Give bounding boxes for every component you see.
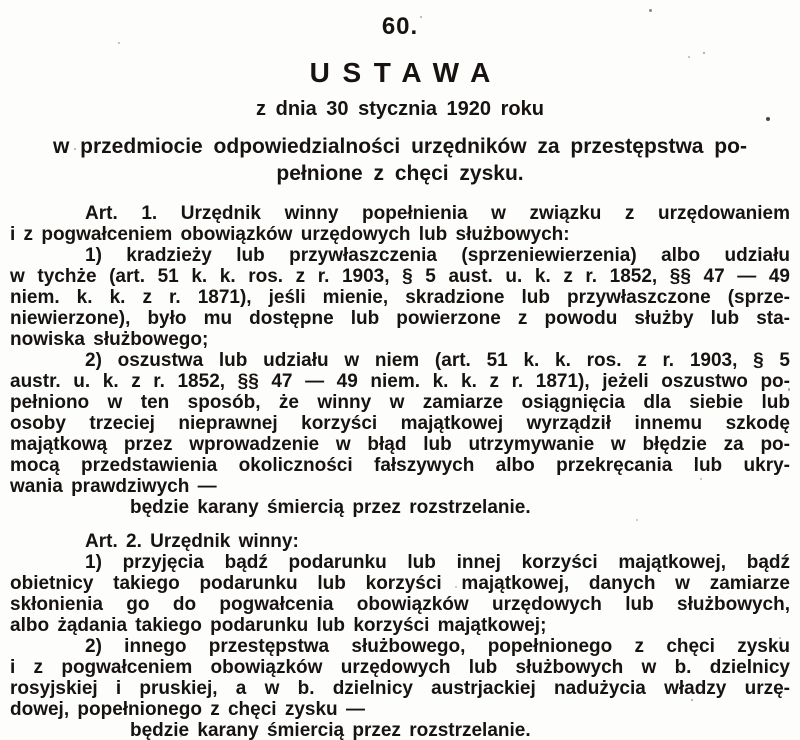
body-line-item1: 1) kradzieży lub przywłaszczenia (sprzeniewierzenia) albo udziału [85, 245, 790, 266]
body-line-art2-head: Art. 2. Urzędnik winny: [85, 531, 299, 552]
scan-speckle [688, 56, 690, 58]
scan-speckle [636, 519, 638, 521]
body-line: i z pogwałceniem obowiązków urzędowych lub służbowych w b. dzielnicy [10, 657, 790, 678]
scan-speckle [691, 699, 693, 701]
sanction-line-art2: będzie karany śmiercią przez rozstrzelanie. [130, 720, 531, 740]
body-line: skłonienia go do pogwałcenia obowiązków urzędowych lub służbowych, [10, 594, 790, 615]
body-line: niewierzone), było mu dostępne lub powierzone z powodu służby lub sta- [10, 308, 790, 329]
body-line: austr. u. k. z r. 1852, §§ 47 — 49 niem. k. k. z r. 1871), jeżeli oszustwo po- [10, 371, 790, 392]
document-body [10, 203, 790, 740]
scan-speckle [18, 338, 20, 340]
ordinance-number: 60. [381, 13, 419, 40]
scan-speckle [180, 735, 182, 737]
scan-speckle [779, 637, 781, 639]
body-line-item2: 2) innego przestępstwa służbowego, popełnionego z chęci zysku [85, 636, 790, 657]
subject-line-1: w przedmiocie odpowiedzialności urzędników za przestępstwa po- [53, 135, 747, 158]
scan-speckle [788, 388, 790, 391]
date-line: z dnia 30 stycznia 1920 roku [256, 98, 544, 120]
body-line: i z pogwałceniem obowiązków urzędowych lub służbowych: [10, 224, 570, 245]
body-line: rosyjskiej i pruskiej, a w b. dzielnicy austrjackiej nadużycia władzy urzę- [10, 678, 790, 699]
body-line-item1: 1) przyjęcia bądź podarunku lub innej korzyści majątkowej, bądź [85, 552, 790, 573]
scan-speckle [455, 586, 457, 588]
document-header [10, 14, 790, 187]
scan-speckle [118, 42, 120, 44]
body-line: albo żądania takiego podarunku lub korzyści majątkowej; [10, 615, 547, 636]
subject-line-2: pełnione z chęci zysku. [276, 162, 524, 185]
law-title: USTAWA [309, 57, 503, 88]
scan-speckle [766, 117, 770, 121]
body-line: niem. k. k. z r. 1871), jeśli mienie, skradzione lub przywłaszczone (sprze- [10, 287, 790, 308]
scan-speckle [758, 249, 760, 251]
scan-speckle [74, 148, 76, 150]
scan-speckle [420, 16, 422, 18]
scan-speckle [700, 478, 702, 480]
subject-title [10, 133, 790, 187]
body-line: mocą przedstawienia okoliczności fałszywych albo przekręcania lub ukry- [10, 455, 790, 476]
body-line: pełniono w ten sposób, że winny w zamiarze osiągnięcia dla siebie lub [10, 392, 790, 413]
scan-speckle [649, 9, 652, 12]
body-line: nowiska służbowego; [10, 329, 209, 350]
body-line-art1-head: Art. 1. Urzędnik winny popełnienia w związku z urzędowaniem [85, 203, 790, 224]
body-line: osoby trzeciej nieprawnej korzyści majątkowej wyrządził innemu szkodę [10, 413, 790, 434]
body-line: wania prawdziwych — [10, 476, 217, 497]
body-line: obietnicy takiego podarunku lub korzyści majątkowej, danych w zamiarze [10, 573, 790, 594]
scan-speckle [703, 52, 705, 54]
body-line: w tychże (art. 51 k. k. ros. z r. 1903, § 5 aust. u. k. z r. 1852, §§ 47 — 49 [10, 266, 790, 287]
body-line: dowej, popełnionego z chęci zysku — [10, 699, 365, 720]
body-line-item2: 2) oszustwa lub udziału w niem (art. 51 k. k. ros. z r. 1903, § 5 [85, 350, 790, 371]
sanction-line-art1: będzie karany śmiercią przez rozstrzelanie. [130, 497, 531, 518]
body-line: majątkową przez wprowadzenie w błąd lub utrzymywanie w błędzie za po- [10, 434, 790, 455]
